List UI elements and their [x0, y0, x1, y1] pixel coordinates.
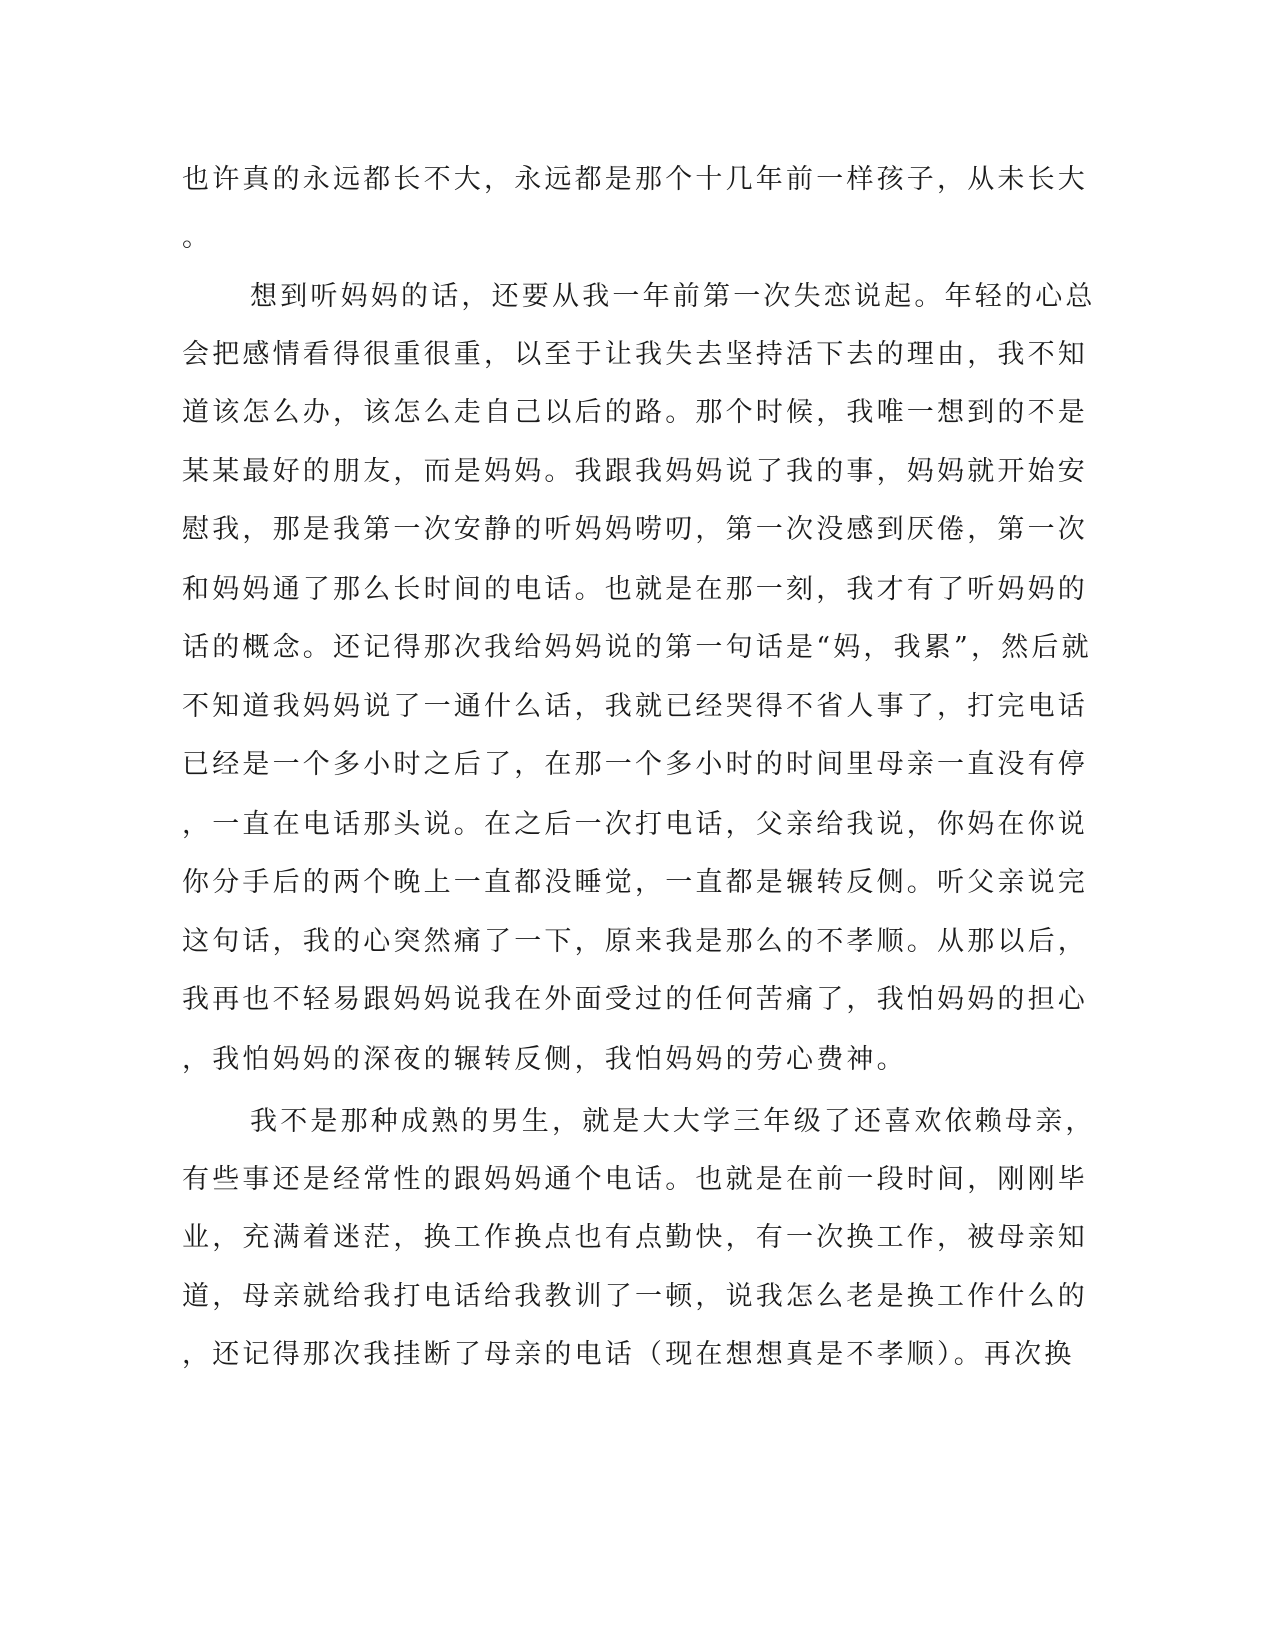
text-line: 你分手后的两个晚上一直都没睡觉，一直都是辗转反侧。听父亲说完	[182, 867, 1088, 898]
text-line: 这句话，我的心突然痛了一下，原来我是那么的不孝顺。从那以后，	[182, 926, 1088, 957]
text-line: ，一直在电话那头说。在之后一次打电话，父亲给我说，你妈在你说	[182, 809, 1088, 840]
text-line: 道，母亲就给我打电话给我教训了一顿，说我怎么老是换工作什么的	[182, 1281, 1088, 1312]
text-line: 有些事还是经常性的跟妈妈通个电话。也就是在前一段时间，刚刚毕	[182, 1164, 1088, 1195]
text-line: 和妈妈通了那么长时间的电话。也就是在那一刻，我才有了听妈妈的	[182, 574, 1088, 605]
text-line: ，还记得那次我挂断了母亲的电话（现在想想真是不孝顺）。再次换	[182, 1339, 1075, 1370]
paragraph-start-line: 想到听妈妈的话，还要从我一年前第一次失恋说起。年轻的心总	[250, 281, 1096, 312]
text-line: 道该怎么办，该怎么走自己以后的路。那个时候，我唯一想到的不是	[182, 397, 1088, 428]
text-line: 也许真的永远都长不大，永远都是那个十几年前一样孩子，从未长大	[182, 164, 1088, 195]
text-line: 话的概念。还记得那次我给妈妈说的第一句话是“妈，我累”，然后就	[182, 632, 1092, 663]
paragraph-start-line: 我不是那种成熟的男生，就是大大学三年级了还喜欢依赖母亲，	[250, 1106, 1096, 1137]
text-line: 已经是一个多小时之后了，在那一个多小时的时间里母亲一直没有停	[182, 749, 1088, 780]
text-line: 不知道我妈妈说了一通什么话，我就已经哭得不省人事了，打完电话	[182, 691, 1088, 722]
text-line: 我再也不轻易跟妈妈说我在外面受过的任何苦痛了，我怕妈妈的担心	[182, 984, 1088, 1015]
text-line: 某某最好的朋友，而是妈妈。我跟我妈妈说了我的事，妈妈就开始安	[182, 456, 1088, 487]
text-line: 会把感情看得很重很重，以至于让我失去坚持活下去的理由，我不知	[182, 339, 1088, 370]
text-line: 。	[182, 222, 213, 253]
text-line: 业，充满着迷茫，换工作换点也有点勤快，有一次换工作，被母亲知	[182, 1222, 1088, 1253]
text-line: ，我怕妈妈的深夜的辗转反侧，我怕妈妈的劳心费神。	[182, 1044, 907, 1075]
text-line: 慰我，那是我第一次安静的听妈妈唠叨，第一次没感到厌倦，第一次	[182, 514, 1088, 545]
